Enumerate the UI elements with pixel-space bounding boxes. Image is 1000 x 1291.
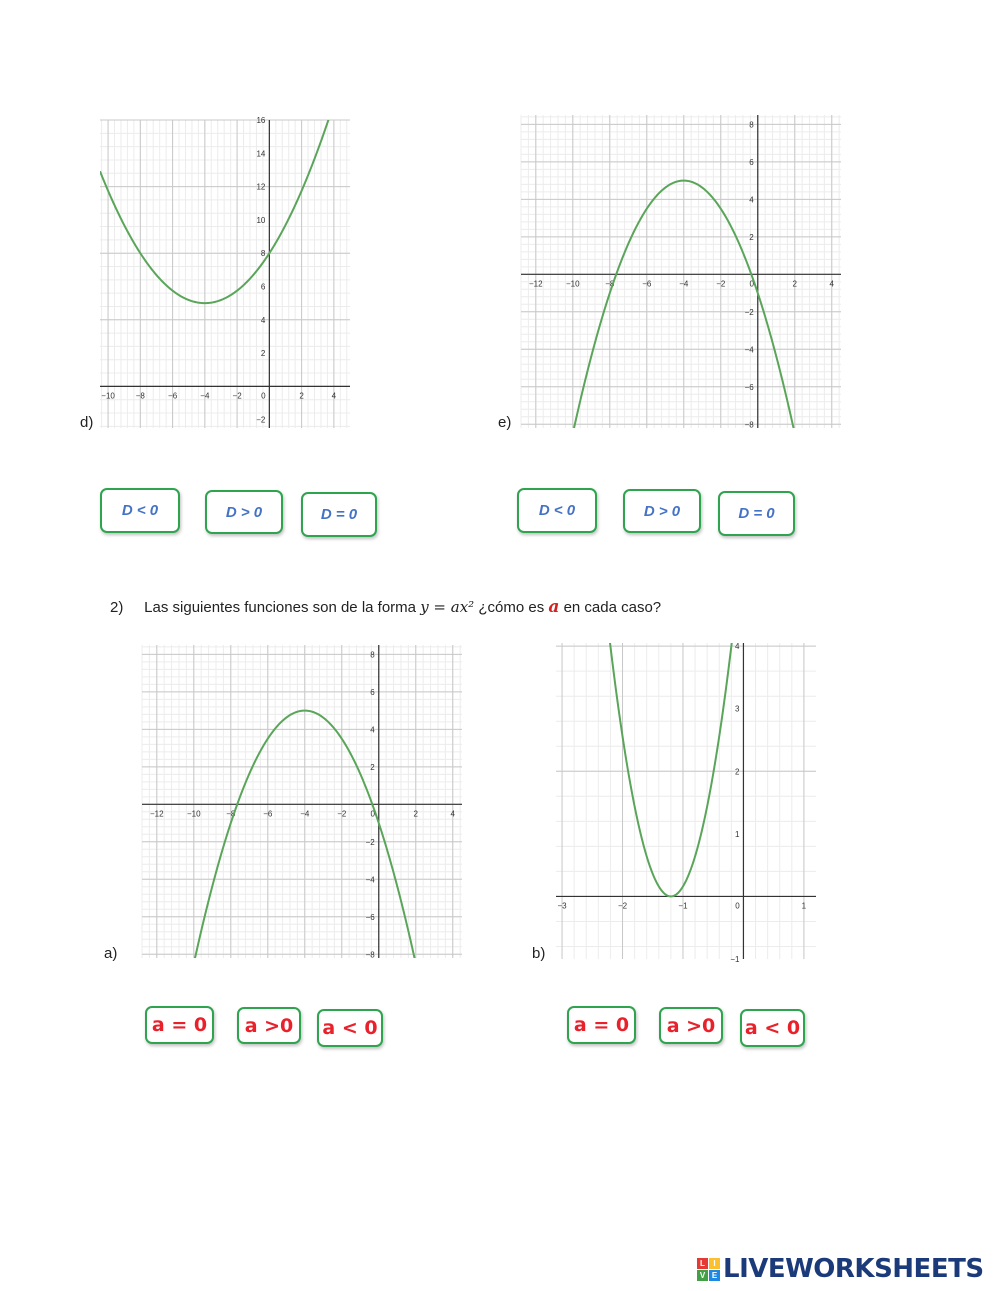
option-d-d-greater-zero[interactable] — [205, 490, 283, 534]
grid — [556, 643, 816, 959]
option-label: a = 0 — [573, 1014, 630, 1036]
graph-e-label: e) — [498, 414, 512, 431]
question-2 — [110, 597, 661, 617]
y-tick-label: 4 — [749, 195, 754, 205]
option-label: a < 0 — [744, 1017, 801, 1039]
y-tick-label: 4 — [370, 725, 375, 735]
x-tick-label: −12 — [529, 279, 543, 289]
y-tick-label: 2 — [734, 767, 740, 777]
x-tick-label: −1 — [678, 901, 688, 911]
y-tick-label: 3 — [734, 704, 740, 714]
option-label: D > 0 — [225, 503, 263, 521]
graph-a — [142, 645, 462, 958]
question-text-after: en cada caso? — [563, 599, 662, 616]
x-tick-label: 2 — [792, 279, 797, 289]
option-e-d-less-zero[interactable] — [517, 488, 597, 533]
graph-d-canvas — [100, 116, 350, 428]
x-tick-label: −8 — [135, 391, 145, 401]
x-tick-label: 0 — [261, 391, 266, 401]
graph-d — [100, 116, 350, 428]
x-tick-label: −8 — [226, 809, 236, 819]
y-tick-label: −2 — [256, 415, 266, 425]
x-tick-label: −4 — [679, 279, 689, 289]
y-tick-label: 6 — [260, 282, 266, 292]
graph-b — [556, 642, 816, 964]
graph-b-canvas — [556, 642, 816, 964]
x-tick-label: −10 — [101, 391, 115, 401]
question-variable: a — [548, 597, 560, 617]
x-tick-label: 4 — [829, 279, 834, 289]
y-tick-label: −6 — [744, 382, 754, 392]
option-b-a-equal-zero[interactable] — [567, 1006, 636, 1044]
question-text-middle: ¿cómo es — [478, 599, 545, 616]
question-number: 2) — [110, 599, 124, 616]
y-tick-label: 12 — [256, 182, 266, 192]
option-e-d-equal-zero[interactable] — [718, 491, 795, 536]
grid — [521, 115, 841, 428]
graph-e — [521, 115, 841, 428]
y-tick-label: −6 — [365, 912, 375, 922]
y-tick-label: 6 — [370, 687, 375, 697]
option-d-d-equal-zero[interactable] — [301, 492, 377, 537]
question-formula: y = ax² — [420, 598, 475, 616]
option-label: D < 0 — [538, 502, 576, 519]
x-tick-label: 4 — [450, 809, 455, 819]
x-tick-label: −6 — [168, 391, 178, 401]
option-e-d-greater-zero[interactable] — [623, 489, 701, 533]
logo-tile: I — [709, 1258, 720, 1269]
graph-b-label: b) — [532, 945, 546, 962]
x-tick-label: −4 — [200, 391, 210, 401]
x-tick-label: 4 — [331, 391, 337, 401]
x-tick-label: −2 — [716, 279, 726, 289]
x-tick-label: 0 — [370, 809, 375, 819]
x-tick-label: 2 — [413, 809, 418, 819]
y-tick-label: −4 — [744, 345, 754, 355]
option-a-a-less-zero[interactable] — [317, 1009, 383, 1047]
x-tick-label: −6 — [642, 279, 652, 289]
y-tick-label: 4 — [260, 315, 266, 325]
y-tick-label: 6 — [749, 157, 754, 167]
logo-tile: V — [697, 1270, 708, 1281]
x-tick-label: 1 — [801, 901, 807, 911]
y-tick-label: −2 — [365, 837, 375, 847]
y-tick-label: −1 — [730, 955, 740, 964]
option-a-a-greater-zero[interactable] — [237, 1007, 301, 1044]
x-tick-label: −12 — [150, 809, 164, 819]
x-tick-label: 0 — [749, 279, 754, 289]
y-tick-label: −4 — [365, 875, 375, 885]
question-text-before: Las siguientes funciones son de la forma — [144, 599, 417, 616]
x-tick-label: −2 — [232, 391, 242, 401]
logo-text: LIVEWORKSHEETS — [723, 1254, 984, 1284]
parabola-curve — [100, 50, 350, 303]
y-tick-label: −8 — [365, 950, 375, 960]
liveworksheets-logo — [697, 1254, 984, 1284]
graph-a-label: a) — [104, 945, 118, 962]
option-label: D < 0 — [121, 502, 159, 519]
logo-tile: L — [697, 1258, 708, 1269]
logo-tiles-icon — [697, 1258, 720, 1281]
x-tick-label: −10 — [566, 279, 580, 289]
x-tick-label: −2 — [617, 901, 628, 911]
option-label: a < 0 — [322, 1017, 378, 1039]
y-tick-label: 2 — [260, 349, 266, 359]
option-label: a = 0 — [151, 1014, 208, 1036]
y-tick-label: 10 — [256, 215, 266, 225]
y-tick-label: 8 — [749, 120, 754, 130]
option-label: D > 0 — [643, 502, 681, 520]
y-tick-label: 8 — [370, 650, 375, 660]
x-tick-label: 0 — [735, 901, 740, 911]
option-a-a-equal-zero[interactable] — [145, 1006, 214, 1044]
option-b-a-less-zero[interactable] — [740, 1009, 805, 1047]
graph-a-canvas — [142, 645, 462, 958]
y-tick-label: 4 — [734, 642, 740, 652]
graph-e-canvas — [521, 115, 841, 428]
y-tick-label: −8 — [744, 420, 754, 430]
x-tick-label: −8 — [605, 279, 615, 289]
option-d-d-less-zero[interactable] — [100, 488, 180, 533]
option-b-a-greater-zero[interactable] — [659, 1007, 723, 1044]
y-tick-label: −2 — [744, 307, 754, 317]
logo-tile: E — [709, 1270, 720, 1281]
x-tick-label: −10 — [187, 809, 201, 819]
y-tick-label: 2 — [370, 762, 375, 772]
parabola-curve — [142, 711, 462, 1255]
x-tick-label: −3 — [557, 901, 567, 911]
x-tick-label: 2 — [299, 391, 304, 401]
x-tick-label: −2 — [337, 809, 347, 819]
y-tick-label: 14 — [256, 149, 266, 159]
option-label: a >0 — [244, 1014, 294, 1037]
grid — [142, 645, 462, 958]
graph-d-label: d) — [80, 414, 94, 431]
x-tick-label: −6 — [263, 809, 273, 819]
option-label: a >0 — [666, 1014, 716, 1037]
option-label: D = 0 — [320, 506, 358, 523]
y-tick-label: 16 — [256, 116, 266, 125]
y-tick-label: 1 — [734, 829, 740, 839]
option-label: D = 0 — [738, 505, 775, 522]
y-tick-label: 2 — [749, 232, 754, 242]
x-tick-label: −4 — [300, 809, 310, 819]
y-tick-label: 8 — [260, 249, 266, 259]
